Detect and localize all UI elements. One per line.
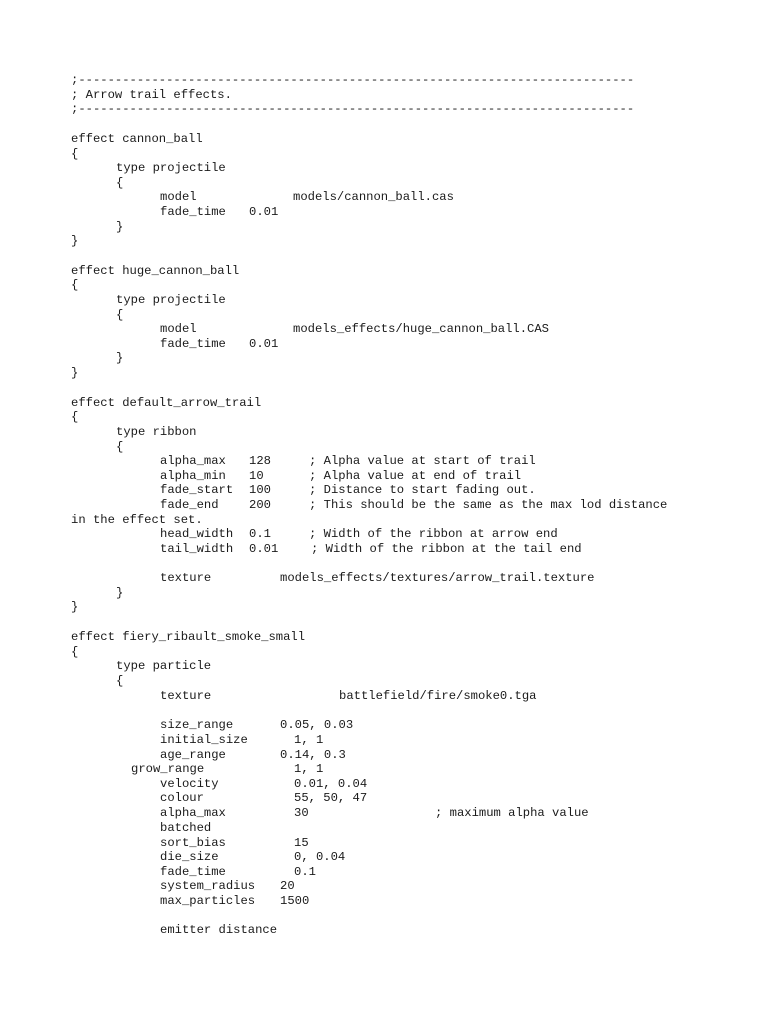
param-key: fade_time — [160, 865, 226, 879]
param-key: emitter distance — [160, 923, 278, 937]
param-value: 0.1 — [249, 527, 271, 541]
param-value: 1, 1 — [294, 733, 324, 747]
type-line: type projectile — [116, 293, 226, 307]
effect-header: effect fiery_ribault_smoke_small — [71, 630, 306, 644]
param-value: 10 — [249, 469, 264, 483]
effect-header: effect default_arrow_trail — [71, 396, 262, 410]
param-value: 200 — [249, 498, 271, 512]
param-value: 0.01 — [249, 542, 279, 556]
param-comment: ; Distance to start fading out. — [309, 483, 536, 497]
param-key: system_radius — [160, 879, 256, 893]
param-value: 0.05, 0.03 — [280, 718, 354, 732]
param-value: 30 — [294, 806, 309, 820]
param-key: model — [160, 190, 197, 204]
param-key: model — [160, 322, 197, 336]
param-key: initial_size — [160, 733, 248, 747]
close-brace: } — [71, 600, 79, 614]
open-brace: { — [71, 278, 79, 292]
param-value: 100 — [249, 483, 271, 497]
open-brace: { — [116, 176, 124, 190]
effect-header: effect cannon_ball — [71, 132, 203, 146]
close-brace: } — [71, 234, 79, 248]
param-key: age_range — [160, 748, 226, 762]
type-line: type ribbon — [116, 425, 197, 439]
effect-header: effect huge_cannon_ball — [71, 264, 240, 278]
param-key: alpha_max — [160, 454, 226, 468]
param-value: 1500 — [280, 894, 310, 908]
open-brace: { — [116, 308, 124, 322]
param-comment: ; maximum alpha value — [435, 806, 589, 820]
param-key: colour — [160, 791, 204, 805]
param-value: 0, 0.04 — [294, 850, 346, 864]
param-key: size_range — [160, 718, 234, 732]
param-value: 0.01 — [249, 337, 279, 351]
param-value: 55, 50, 47 — [294, 791, 368, 805]
open-brace: { — [116, 674, 124, 688]
param-value: models_effects/huge_cannon_ball.CAS — [293, 322, 549, 336]
param-comment: ; This should be the same as the max lod distance — [309, 498, 668, 512]
param-key: alpha_max — [160, 806, 226, 820]
param-value: 0.01, 0.04 — [294, 777, 368, 791]
type-line: type particle — [116, 659, 212, 673]
param-comment: ; Alpha value at start of trail — [309, 454, 536, 468]
param-key: texture — [160, 689, 212, 703]
param-value: 128 — [249, 454, 271, 468]
type-line: type projectile — [116, 161, 226, 175]
param-key: max_particles — [160, 894, 256, 908]
param-value: 0.14, 0.3 — [280, 748, 346, 762]
close-brace: } — [116, 220, 124, 234]
comment-rule-top: ;---------------------------------------------------------------------------- — [71, 73, 635, 87]
close-brace: } — [71, 366, 79, 380]
param-value: 0.01 — [249, 205, 279, 219]
open-brace: { — [71, 147, 79, 161]
param-value: models_effects/textures/arrow_trail.texture — [280, 571, 595, 585]
param-comment: ; Width of the ribbon at arrow end — [309, 527, 558, 541]
param-value: 20 — [280, 879, 295, 893]
param-key: head_width — [160, 527, 234, 541]
param-key: alpha_min — [160, 469, 226, 483]
param-value: 15 — [294, 836, 309, 850]
param-key: tail_width — [160, 542, 234, 556]
comment-rule-bottom: ;---------------------------------------------------------------------------- — [71, 102, 635, 116]
param-comment: ; Width of the ribbon at the tail end — [311, 542, 582, 556]
param-key: fade_start — [160, 483, 234, 497]
param-key: texture — [160, 571, 212, 585]
param-value: battlefield/fire/smoke0.tga — [339, 689, 537, 703]
param-key: fade_time — [160, 205, 226, 219]
param-key: batched — [160, 821, 212, 835]
param-comment-wrap: in the effect set. — [71, 513, 203, 527]
open-brace: { — [116, 440, 124, 454]
param-value: models/cannon_ball.cas — [293, 190, 454, 204]
param-key: fade_time — [160, 337, 226, 351]
close-brace: } — [116, 351, 124, 365]
param-key: die_size — [160, 850, 219, 864]
param-value: 1, 1 — [294, 762, 324, 776]
param-comment: ; Alpha value at end of trail — [309, 469, 522, 483]
open-brace: { — [71, 645, 79, 659]
param-key: velocity — [160, 777, 219, 791]
close-brace: } — [116, 586, 124, 600]
param-key: grow_range — [131, 762, 205, 776]
open-brace: { — [71, 410, 79, 424]
param-value: 0.1 — [294, 865, 316, 879]
param-key: fade_end — [160, 498, 219, 512]
param-key: sort_bias — [160, 836, 226, 850]
comment-title: ; Arrow trail effects. — [71, 88, 232, 102]
